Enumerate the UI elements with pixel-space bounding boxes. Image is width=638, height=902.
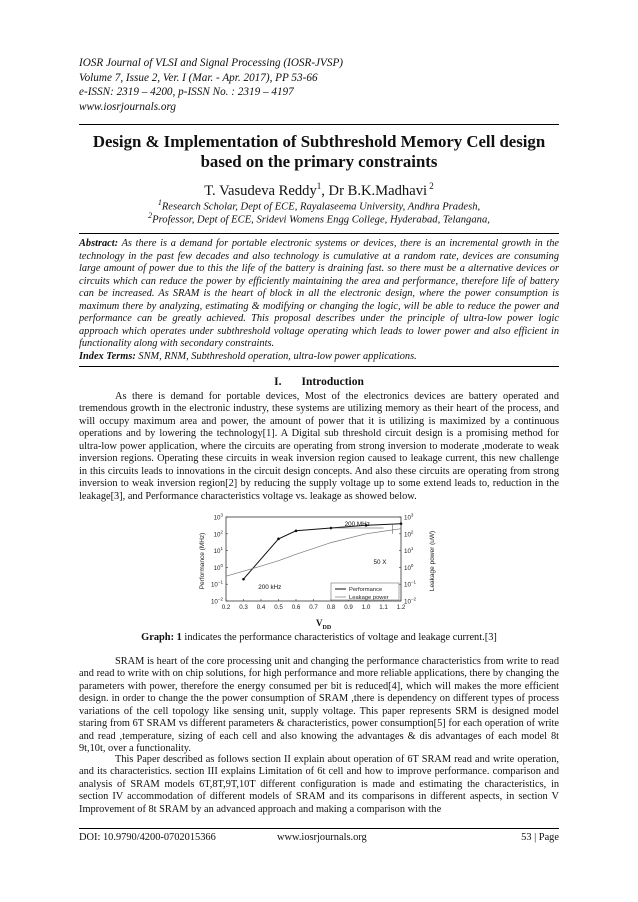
affiliation-1-text: Research Scholar, Dept of ECE, Rayalaseema University, Andhra Pradesh, <box>161 201 481 213</box>
journal-name: IOSR Journal of VLSI and Signal Processing (IOSR-JVSP) <box>79 57 343 69</box>
x-tick-label: 0.7 <box>309 604 318 611</box>
y-tick-label-left: $10^3$ <box>213 512 223 522</box>
footer-doi: DOI: 10.9790/4200-0702015366 <box>79 832 216 843</box>
y-tick-label-left: $10^2$ <box>213 529 223 539</box>
x-axis-label-main: V <box>316 618 323 628</box>
x-tick-label: 1.2 <box>396 604 406 611</box>
abstract-bottom-rule <box>79 366 559 367</box>
x-axis-label <box>316 618 331 631</box>
abstract-text: As there is a demand for portable electronic systems or devices, there is an incremental growth in the technology in the past few decades and also technology is cumulative at a random rate, devices are consuming large amount of power due to this the life of the battery is draining fast. so there must be a alternative devices or circuits which can reduce the power by efficiently maintaining the area and performance, therefore life of battery can be increased. As SRAM is the heart of block in all the electronic design, where the power consumption is maximum there by analyzing, estimating & modifying or changing the logic, will be able to reduce the power and performance can be greatly achieved. This proposal describes under the principle of ultra-low power logic approach which operates under subthreshold voltage operating which leads to lower power and also efficient in functionality along with secondary constraints. <box>79 238 559 349</box>
caption-label: Graph: 1 <box>141 632 182 643</box>
caption-text: indicates the performance characteristics of voltage and leakage current.[3] <box>181 632 497 643</box>
legend-label: Leakage power <box>349 595 389 601</box>
index-terms-text: SNM, RNM, Subthreshold operation, ultra-low power applications. <box>135 351 417 362</box>
y-tick-label-right: $10^0$ <box>404 562 414 572</box>
y-axis-label-left: Performance (MHz) <box>199 532 206 590</box>
paragraph-2-text: SRAM is heart of the core processing unit and changing the performance characteristics from write to read and read to write with on chip solutions, for high performance and more reliable applications, there by changing the parameters with power, therefore the energy consumed per bit is reduced[4], which will makes the more efficient design. in order to change the the power consumption of SRAM ,there is dependency on different types of process variations of the cell topology like sensing unit, supply voltage. This paper represents SRM is designed model staring from 6T SRAM vs different parameters & characteristics, power consumption[5] for each operation of write and read ,temperature, sizing of each cell and also knowing the advantages & dis advantages of each model 8t 9t,10t, over a functionality. <box>79 656 559 755</box>
performance-point <box>295 530 298 533</box>
annotation-ratio: 50 X <box>373 559 387 566</box>
paragraph-2 <box>79 656 559 756</box>
section-number: I. <box>274 376 282 388</box>
journal-website[interactable]: www.iosrjournals.org <box>79 100 176 113</box>
index-terms <box>79 351 559 362</box>
performance-point <box>277 538 280 541</box>
x-tick-label: 0.5 <box>274 604 283 611</box>
section-heading <box>79 376 559 388</box>
author-2-sup: 2 <box>427 181 434 191</box>
x-tick-label: 1.1 <box>379 604 388 611</box>
journal-issn: e-ISSN: 2319 – 4200, p-ISSN No. : 2319 – 4197 <box>79 86 294 99</box>
abstract-top-rule <box>79 233 559 234</box>
footer-website[interactable]: www.iosrjournals.org <box>277 832 367 843</box>
title-line-2: based on the primary constraints <box>200 152 438 171</box>
y-tick-label-left: $10^{-2}$ <box>210 596 223 606</box>
x-tick-label: 0.8 <box>326 604 336 611</box>
x-tick-label: 0.2 <box>221 604 231 611</box>
y-tick-label-left: $10^1$ <box>213 546 223 556</box>
paragraph-3-text: This Paper described as follows section II explain about operation of 6T SRAM read and write operation, and its characteristics. section III explains Limitation of 6t cell and how to improve performance. comparison and analysis of SRAM models 6T,8T,9T,10T different configuration is made and estimating the characteristics, in section IV accommodation of different models of SRAM and its comparisons in different aspects, in section V Improvement of 8t SRAM by an advanced approach and making a comparison with the <box>79 754 559 815</box>
y-tick-label-right: $10^3$ <box>404 512 414 522</box>
y-tick-label-right: $10^{-1}$ <box>404 579 417 589</box>
x-tick-label: 0.6 <box>291 604 301 611</box>
affiliation-2-sup: 2 <box>148 211 153 220</box>
performance-point <box>242 578 245 581</box>
author-1: T. Vasudeva Reddy <box>204 182 317 199</box>
index-terms-label: Index Terms: <box>79 351 136 362</box>
author-2: Dr B.K.Madhavi <box>328 182 428 199</box>
intro-paragraph <box>79 391 559 503</box>
x-tick-label: 0.4 <box>256 604 266 611</box>
legend-label: Performance <box>349 587 383 593</box>
y-tick-label-right: $10^2$ <box>404 529 414 539</box>
y-tick-label-left: $10^{-1}$ <box>210 579 223 589</box>
header-rule <box>79 124 559 125</box>
paragraph-3 <box>79 754 559 816</box>
intro-text: As there is demand for portable devices, Most of the electronics devices are battery operated and tremendous growth in the electronic industry, these systems are utilizing memory as their heart of the process, and will occupy maximum area and power, the amount of power that it is utilizing is maximized by a continuous operations and by lowering the technology[1]. A Digital sub threshold circuit design is a promising method for ultra-low power application, where the circuits are operating from strong inversion to moderate ,moderate to weak inversion regions. Operating these circuits in weak inversion region caused to leakage current, this new challenge in this circuits leads to innovations in the circuit design concepts. And also these circuits are operating from strong inversion to weak inversion region[2] by reducing the supply voltage up to some extend leads to, reduction in the leakage[3], and Performance characteristics voltage vs. leakage as showed below. <box>79 391 559 502</box>
abstract-label: Abstract: <box>79 238 119 249</box>
affiliation-1-sup: 1 <box>157 198 162 207</box>
section-title: Introduction <box>301 376 364 388</box>
performance-point <box>400 522 403 525</box>
y-tick-label-left: $10^0$ <box>213 562 223 572</box>
footer-rule <box>79 828 559 829</box>
annotation-high: 200 MHz <box>344 521 370 528</box>
x-axis-label-sub: DD <box>322 624 332 631</box>
journal-header <box>79 56 559 114</box>
performance-leakage-chart <box>196 509 440 619</box>
paper-title <box>79 132 559 172</box>
x-tick-label: 0.3 <box>239 604 248 611</box>
x-tick-label: 1.0 <box>361 604 371 611</box>
footer-page-number: 53 | Page <box>521 832 559 843</box>
journal-volume: Volume 7, Issue 2, Ver. I (Mar. - Apr. 2017), PP 53-66 <box>79 71 318 84</box>
y-tick-label-right: $10^1$ <box>404 546 414 556</box>
y-axis-label-right: Leakage power (uW) <box>429 530 436 592</box>
x-tick-label: 0.9 <box>344 604 353 611</box>
author-1-sup: 1 <box>316 181 322 191</box>
affiliation-2 <box>79 211 559 226</box>
abstract <box>79 238 559 351</box>
affiliation-2-text: Professor, Dept of ECE, Sridevi Womens Engg College, Hyderabad, Telangana, <box>152 214 490 226</box>
figure-caption <box>79 632 559 643</box>
annotation-low: 200 kHz <box>258 584 282 591</box>
author-separator: , <box>321 182 329 199</box>
title-line-1: Design & Implementation of Subthreshold Memory Cell design <box>92 132 546 151</box>
y-tick-label-right: $10^{-2}$ <box>404 596 417 606</box>
